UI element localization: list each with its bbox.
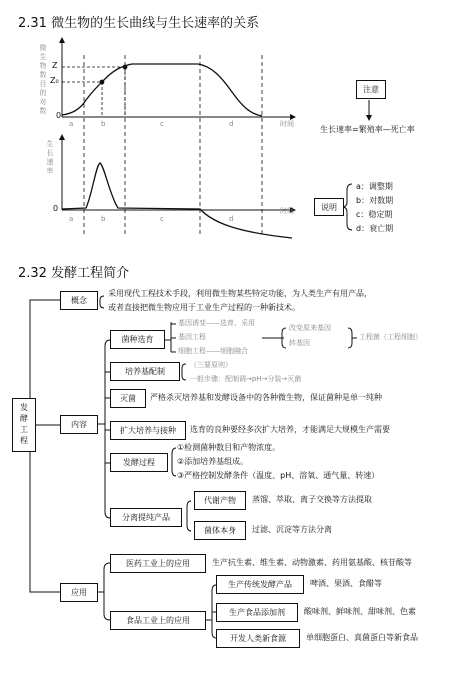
strain-mid-1: 改变原来基因 bbox=[289, 324, 331, 332]
x-tick-d-2: d bbox=[229, 215, 234, 223]
legend-item-b: b：对数期 bbox=[356, 196, 394, 205]
content-node: 内容 bbox=[60, 415, 98, 434]
y-axis-label-1: 微生物数目的对数 bbox=[39, 44, 47, 116]
x-tick-d-1: d bbox=[229, 120, 234, 128]
y-tick-z0: Z₀ bbox=[50, 76, 59, 85]
strain-gray-1: 基因诱变——选育、采用 bbox=[178, 319, 255, 327]
metabolite-text: 蒸馏、萃取、离子交换等方法提取 bbox=[252, 495, 372, 504]
medium-gray-1: （三要原则） bbox=[190, 361, 232, 369]
concept-line-2: 或者直接把微生物应用于工业生产过程的一种新技术。 bbox=[108, 303, 300, 312]
concept-line-1: 采用现代工程技术手段，利用微生物某些特定功能，为人类生产有用产品， bbox=[108, 289, 372, 298]
separation-node: 分离提纯产品 bbox=[110, 508, 182, 527]
traditional-product-node: 生产传统发酵产品 bbox=[216, 575, 304, 594]
section-2-31-title: 2.31 微生物的生长曲线与生长速率的关系 bbox=[18, 16, 260, 31]
x-tick-b-2: b bbox=[101, 215, 106, 223]
root-node: 发酵工程 bbox=[12, 398, 36, 452]
medium-prep-node: 培养基配制 bbox=[110, 362, 180, 381]
legend-item-a: a：调整期 bbox=[356, 182, 393, 191]
cell-itself-text: 过滤、沉淀等方法分离 bbox=[252, 525, 332, 534]
x-axis-label-2: 时间 bbox=[280, 207, 294, 215]
process-line-3: ③严格控制发酵条件（温度、pH、溶氧、通气量、转速） bbox=[177, 471, 380, 480]
origin-1: 0 bbox=[56, 111, 62, 120]
strain-result: 工程菌（工程细胞） bbox=[359, 333, 422, 341]
strain-gray-3: 细胞工程——细胞融合 bbox=[178, 347, 248, 355]
concept-node: 概念 bbox=[60, 291, 98, 310]
food-app-node: 食品工业上的应用 bbox=[110, 611, 206, 630]
medical-app-node: 医药工业上的应用 bbox=[110, 554, 206, 573]
section-2-32-title: 2.32 发酵工程简介 bbox=[18, 266, 130, 281]
y-axis-label-2: 生长速率 bbox=[46, 140, 54, 176]
x-axis-label-1: 时间 bbox=[280, 120, 294, 128]
medium-gray-2: 一般步骤：配制调→pH→分装→灭菌 bbox=[190, 375, 302, 383]
legend-item-d: d：衰亡期 bbox=[356, 224, 394, 233]
legend-item-c: c：稳定期 bbox=[356, 210, 393, 219]
additive-text: 酸味剂、鲜味剂、甜味剂、色素 bbox=[304, 607, 416, 616]
strain-mid-2: 转基因 bbox=[289, 339, 310, 347]
expand-culture-text: 选育的良种要经多次扩大培养，才能满足大规模生产需要 bbox=[190, 425, 390, 434]
strain-gray-2: 基因工程 bbox=[178, 333, 206, 341]
fermentation-process-node: 发酵过程 bbox=[110, 453, 168, 472]
x-tick-b-1: b bbox=[101, 120, 106, 128]
x-tick-a-2: a bbox=[69, 215, 74, 223]
traditional-product-text: 啤酒、果酒、食醋等 bbox=[310, 579, 382, 588]
x-tick-a-1: a bbox=[69, 120, 74, 128]
new-food-source-text: 单细胞蛋白、真菌蛋白等新食品 bbox=[306, 633, 418, 642]
medical-app-text: 生产抗生素、维生素、动物激素、药用氨基酸、核苷酸等 bbox=[212, 558, 412, 567]
sterilize-text: 严格杀灭培养基和发酵设备中的各种微生物，保证菌种是单一纯种 bbox=[150, 393, 382, 402]
new-food-source-node: 开发人类新食源 bbox=[216, 629, 300, 648]
expand-culture-node: 扩大培养与接种 bbox=[110, 421, 186, 440]
x-tick-c-2: c bbox=[160, 215, 164, 223]
note-box: 注意 bbox=[356, 80, 386, 99]
sterilize-node: 灭菌 bbox=[110, 389, 146, 408]
application-node: 应用 bbox=[60, 583, 98, 602]
metabolite-node: 代谢产物 bbox=[194, 491, 246, 510]
cell-itself-node: 菌体本身 bbox=[194, 521, 246, 540]
process-line-1: ①检测菌种数目和产物浓度。 bbox=[177, 443, 281, 452]
x-tick-c-1: c bbox=[160, 120, 164, 128]
note-formula: 生长速率=繁殖率—死亡率 bbox=[320, 125, 415, 134]
origin-2: 0 bbox=[53, 204, 59, 213]
additive-node: 生产食品添加剂 bbox=[216, 603, 298, 622]
legend-box: 说明 bbox=[314, 198, 344, 216]
strain-breeding-node: 菌种选育 bbox=[110, 330, 165, 349]
y-tick-z: Z bbox=[52, 61, 58, 70]
process-line-2: ②添加培养基组成。 bbox=[177, 457, 249, 466]
